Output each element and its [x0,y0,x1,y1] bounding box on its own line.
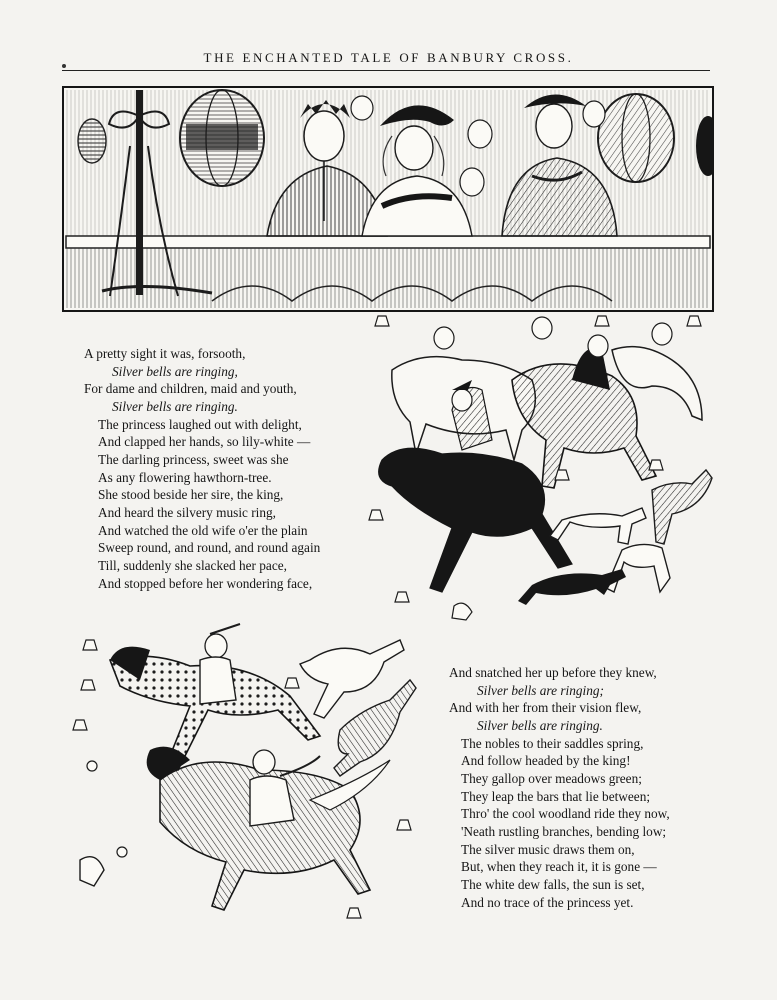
verse-line: The nobles to their saddles spring, [461,735,644,751]
verse-line: The silver music draws them on, [461,841,635,857]
verse-line: The white dew falls, the sun is set, [461,876,645,892]
verse-line: She stood beside her sire, the king, [98,487,284,503]
verse-line: And follow headed by the king! [461,753,631,769]
verse-line: 'Neath rustling branches, bending low; [461,823,667,839]
verse-line: As any flowering hawthorn-tree. [98,469,272,485]
header-rule [62,70,710,71]
running-head: THE ENCHANTED TALE OF BANBURY CROSS. [203,50,574,65]
verse-line: Sweep round, and round, and round again [98,540,321,556]
rule-ornament [62,64,66,68]
stanza-two [449,664,670,911]
verse-line: For dame and children, maid and youth, [84,381,297,397]
verse-line: And with her from their vision flew, [449,700,642,716]
verse-line: Thro' the cool woodland ride they now, [461,806,670,822]
refrain-line: Silver bells are ringing; [477,682,604,698]
horse-riders-and-hounds-illustration [362,310,722,640]
royal-viewing-box-illustration [62,86,714,312]
refrain-line: Silver bells are ringing. [112,398,238,414]
verse-line: And heard the silvery music ring, [98,504,276,520]
verse-line: And watched the old wife o'er the plain [98,522,308,538]
verse-line: They gallop over meadows green; [461,770,642,786]
stanza-one [84,345,320,592]
verse-line: And snatched her up before they knew, [449,665,657,680]
verse-line: The darling princess, sweet was she [98,451,289,467]
verse-line: They leap the bars that lie between; [461,788,651,804]
verse-line: And stopped before her wondering face, [98,575,313,591]
refrain-line: Silver bells are ringing, [112,363,238,379]
verse-line: A pretty sight it was, forsooth, [84,346,246,361]
rider-with-princess-illustration [70,620,440,920]
verse-line: The princess laughed out with delight, [98,416,302,432]
refrain-line: Silver bells are ringing. [477,717,603,733]
verse-line: And clapped her hands, so lily-white — [98,434,311,450]
verse-line: Till, suddenly she slacked her pace, [98,557,287,573]
verse-line: And no trace of the princess yet. [461,894,634,910]
verse-line: But, when they reach it, it is gone — [461,859,657,875]
